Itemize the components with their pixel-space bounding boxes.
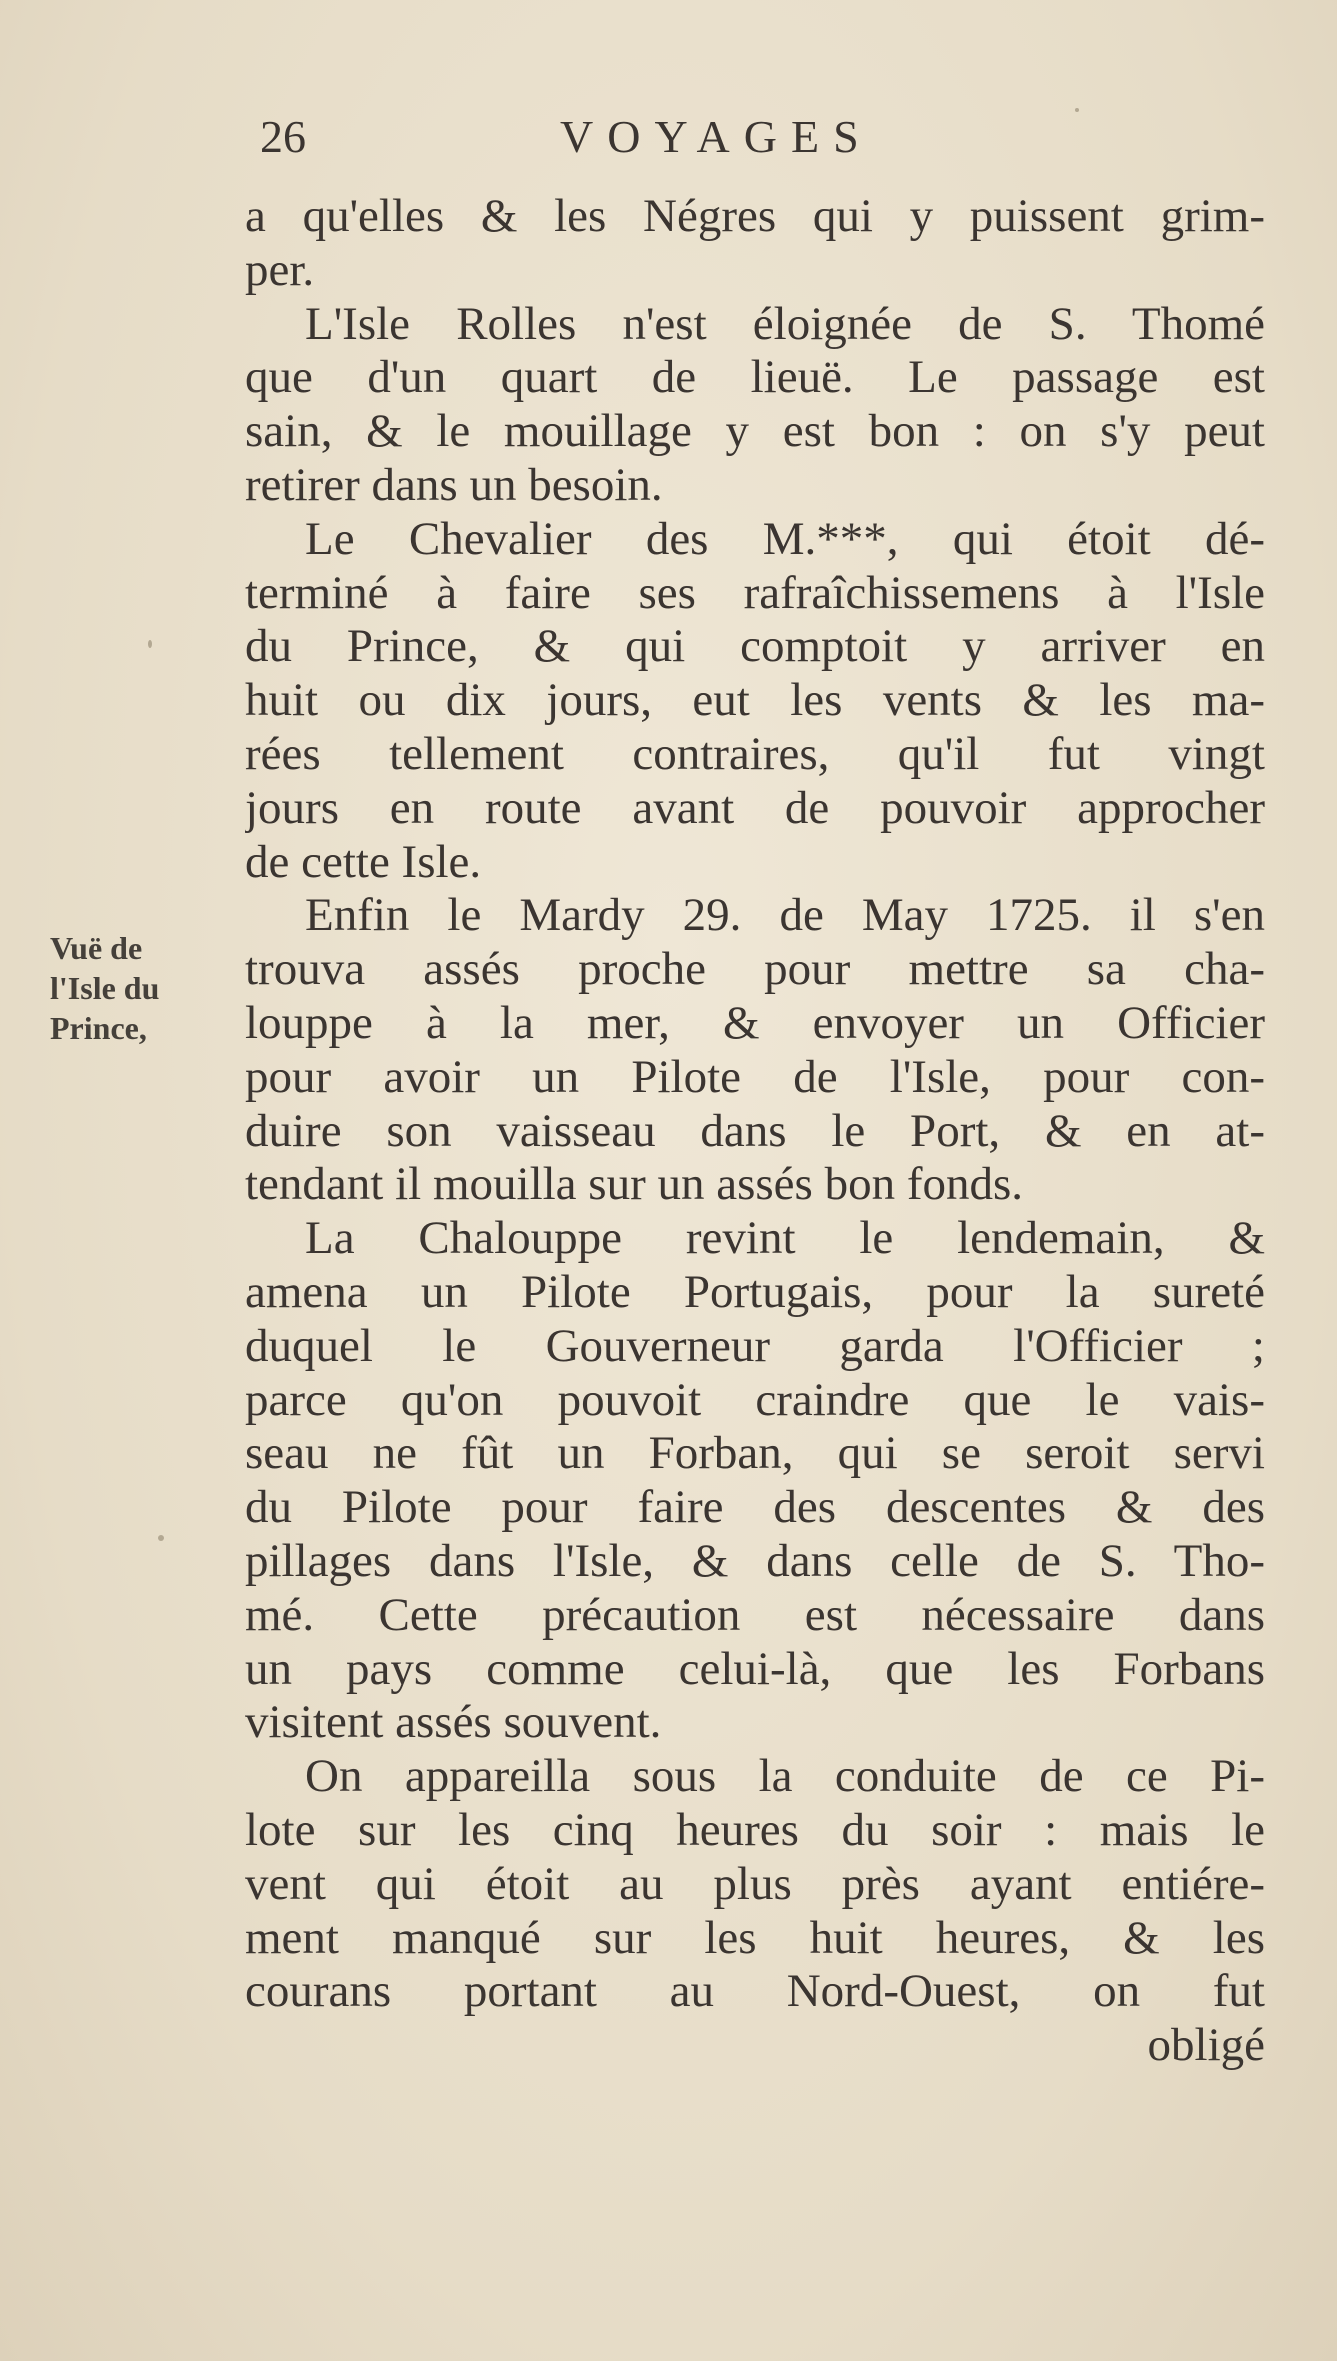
margin-note: [50, 928, 250, 1048]
paper-speck: [148, 640, 152, 648]
paper-speck: [1075, 108, 1079, 112]
text-line: trouva assés proche pour mettre sa cha-: [245, 943, 1265, 996]
paragraph-first-line: L'Isle Rolles n'est éloignée de S. Thomé: [305, 297, 1265, 350]
body-text: [245, 190, 1265, 2073]
paragraph-first-line: Enfin le Mardy 29. de May 1725. il s'en: [305, 889, 1265, 942]
text-line: terminé à faire ses rafraîchissemens à l'Isle: [245, 566, 1265, 619]
paragraph-first-line: On appareilla sous la conduite de ce Pi-: [305, 1750, 1265, 1803]
text-line: du Prince, & qui comptoit y arriver en: [245, 620, 1265, 673]
paragraph-first-line: Le Chevalier des M.***, qui étoit dé-: [305, 512, 1265, 565]
text-line: huit ou dix jours, eut les vents & les ma-: [245, 674, 1265, 727]
text-line: pour avoir un Pilote de l'Isle, pour con-: [245, 1050, 1265, 1103]
text-line: courans portant au Nord-Ouest, on fut: [245, 1965, 1265, 2018]
text-line: retirer dans un besoin.: [245, 458, 663, 511]
text-line: a qu'elles & les Négres qui y puissent grim-: [245, 190, 1265, 242]
margin-note-line: l'Isle du: [50, 970, 160, 1006]
text-line: tendant il mouilla sur un assés bon fonds.: [245, 1158, 1024, 1211]
margin-note-line: Vuë de: [50, 930, 143, 966]
text-line: jours en route avant de pouvoir approcher: [245, 781, 1265, 834]
page-number: 26: [260, 111, 306, 162]
text-line: du Pilote pour faire des descentes & des: [245, 1481, 1265, 1534]
paper-speck: [158, 1535, 164, 1541]
text-line: amena un Pilote Portugais, pour la sureté: [245, 1265, 1265, 1318]
text-line: duire son vaisseau dans le Port, & en at-: [245, 1104, 1265, 1157]
page-header: [245, 110, 965, 170]
running-head: VOYAGES: [560, 111, 873, 162]
margin-note-line: Prince,: [50, 1010, 147, 1046]
text-line: pillages dans l'Isle, & dans celle de S. Tho-: [245, 1534, 1265, 1587]
text-line: lote sur les cinq heures du soir : mais le: [245, 1803, 1265, 1856]
text-line: louppe à la mer, & envoyer un Officier: [245, 996, 1265, 1049]
text-line: parce qu'on pouvoit craindre que le vais-: [245, 1373, 1265, 1426]
text-line: vent qui étoit au plus près ayant entiére-: [245, 1857, 1265, 1910]
text-line: de cette Isle.: [245, 835, 482, 888]
text-line: duquel le Gouverneur garda l'Officier ;: [245, 1319, 1265, 1372]
text-line: un pays comme celui-là, que les Forbans: [245, 1642, 1265, 1695]
text-line: ment manqué sur les huit heures, & les: [245, 1911, 1265, 1964]
text-line: rées tellement contraires, qu'il fut vingt: [245, 727, 1265, 780]
text-line: que d'un quart de lieuë. Le passage est: [245, 351, 1265, 404]
paragraph-first-line: La Chalouppe revint le lendemain, &: [305, 1212, 1265, 1265]
text-line: sain, & le mouillage y est bon : on s'y peut: [245, 405, 1265, 458]
text-line: mé. Cette précaution est nécessaire dans: [245, 1588, 1265, 1641]
text-line: per.: [245, 243, 315, 296]
text-line: seau ne fût un Forban, qui se seroit servi: [245, 1427, 1265, 1480]
text-line: visitent assés souvent.: [245, 1696, 662, 1749]
catchword: obligé: [1147, 2019, 1265, 2072]
